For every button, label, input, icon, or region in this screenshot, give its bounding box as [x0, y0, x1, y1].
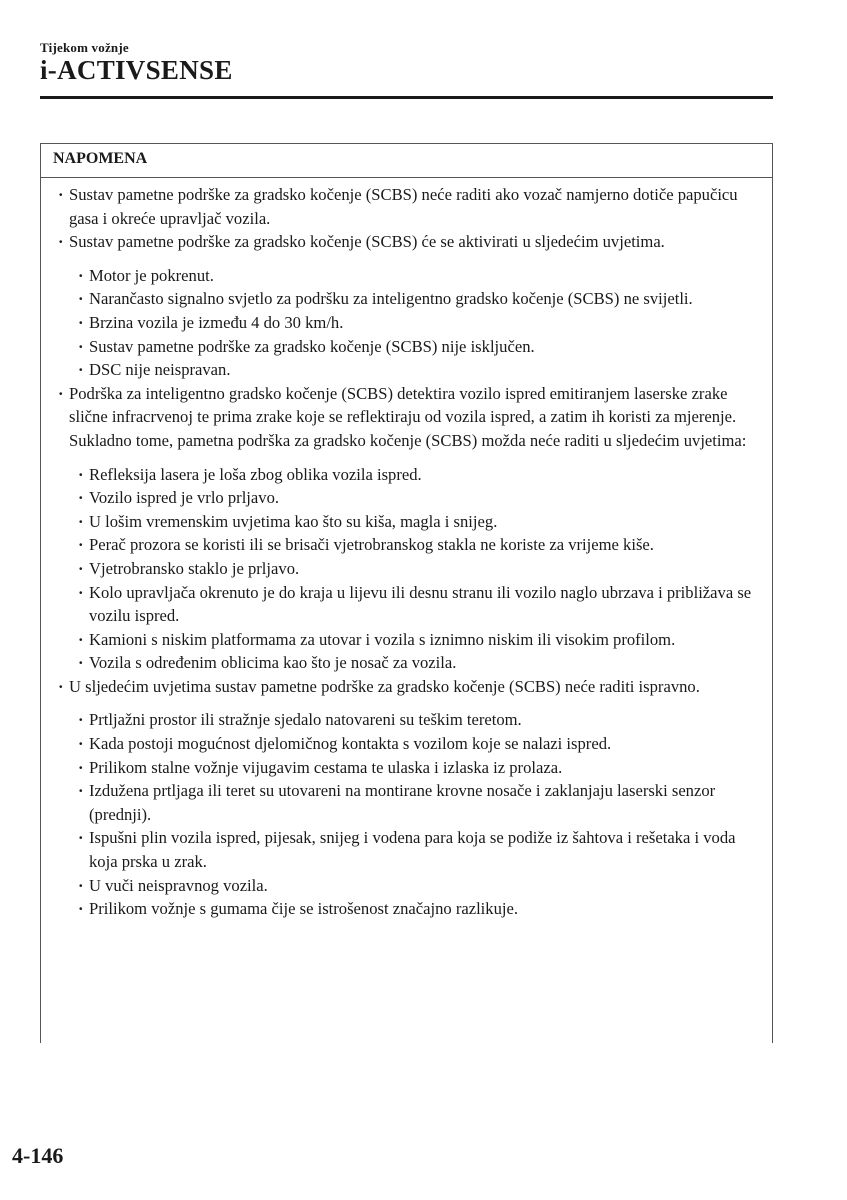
sub-list-item: · DSC nije neispravan. [77, 358, 762, 382]
sub-list-item: · Prtljažni prostor ili stražnje sjedalo natovareni su teškim teretom. [77, 708, 762, 732]
note-body [41, 178, 772, 921]
list-item: · Sustav pametne podrške za gradsko kočenje (SCBS) će se aktivirati u sljedećim uvjetima. [57, 230, 762, 254]
sub-list-item: · U lošim vremenskim uvjetima kao što su kiša, magla i snijeg. [77, 510, 762, 534]
sub-list-item: · Kada postoji mogućnost djelomičnog kontakta s vozilom koje se nalazi ispred. [77, 732, 762, 756]
sub-list-item: · Refleksija lasera je loša zbog oblika vozila ispred. [77, 463, 762, 487]
sub-list-item: · Brzina vozila je između 4 do 30 km/h. [77, 311, 762, 335]
sub-list-item: · U vuči neispravnog vozila. [77, 874, 762, 898]
list-item: · U sljedećim uvjetima sustav pametne podrške za gradsko kočenje (SCBS) neće raditi ispravno. [57, 675, 762, 699]
spacer [57, 453, 762, 463]
sub-list-item: · Prilikom vožnje s gumama čije se istrošenost značajno razlikuje. [77, 897, 762, 921]
note-heading: NAPOMENA [41, 144, 772, 178]
list-item: · Podrška za inteligentno gradsko kočenje (SCBS) detektira vozilo ispred emitiranjem laserske zrake slične infracrvenoj te prima zrake koje se reflektiraju od vozila ispred, a zatim ih koristi za mjerenje. Sukladno tome, pametna podrška za gradsko kočenje (SCBS) možda neće raditi u sljedećim uvjetima: [57, 382, 762, 453]
sub-list-item: · Narančasto signalno svjetlo za podršku za inteligentno gradsko kočenje (SCBS) ne svijetli. [77, 287, 762, 311]
sub-list-item: · Vozila s određenim oblicima kao što je nosač za vozila. [77, 651, 762, 675]
sub-list-item: · Sustav pametne podrške za gradsko kočenje (SCBS) nije isključen. [77, 335, 762, 359]
section-label: Tijekom vožnje [40, 40, 129, 55]
spacer [57, 254, 762, 264]
list-item: · Sustav pametne podrške za gradsko kočenje (SCBS) neće raditi ako vozač namjerno dotiče papučicu gasa i okreće upravljač vozila. [57, 183, 762, 230]
sub-list-item: · Vjetrobransko staklo je prljavo. [77, 557, 762, 581]
sub-list-item: · Prilikom stalne vožnje vijugavim cestama te ulaska i izlaska iz prolaza. [77, 756, 762, 780]
sub-list-item: · Ispušni plin vozila ispred, pijesak, snijeg i vodena para koja se podiže iz šahtova i rešetaka i voda koja prska u zrak. [77, 826, 762, 873]
header-rule [40, 96, 773, 99]
note-box [40, 143, 773, 1043]
sub-list-item: · Vozilo ispred je vrlo prljavo. [77, 486, 762, 510]
sub-list-item: · Izdužena prtljaga ili teret su utovareni na montirane krovne nosače i zaklanjaju laserski senzor (prednji). [77, 779, 762, 826]
spacer [57, 698, 762, 708]
sub-list-item: · Kamioni s niskim platformama za utovar i vozila s iznimno niskim ili visokim profilom. [77, 628, 762, 652]
page-number: 4-146 [12, 1143, 64, 1168]
sub-list-item: · Motor je pokrenut. [77, 264, 762, 288]
sub-list-item: · Perač prozora se koristi ili se brisači vjetrobranskog stakla ne koriste za vrijeme kiše. [77, 533, 762, 557]
page-title: i-ACTIVSENSE [40, 55, 233, 85]
sub-list-item: · Kolo upravljača okrenuto je do kraja u lijevu ili desnu stranu ili vozilo naglo ubrzava i približava se vozilu ispred. [77, 581, 762, 628]
